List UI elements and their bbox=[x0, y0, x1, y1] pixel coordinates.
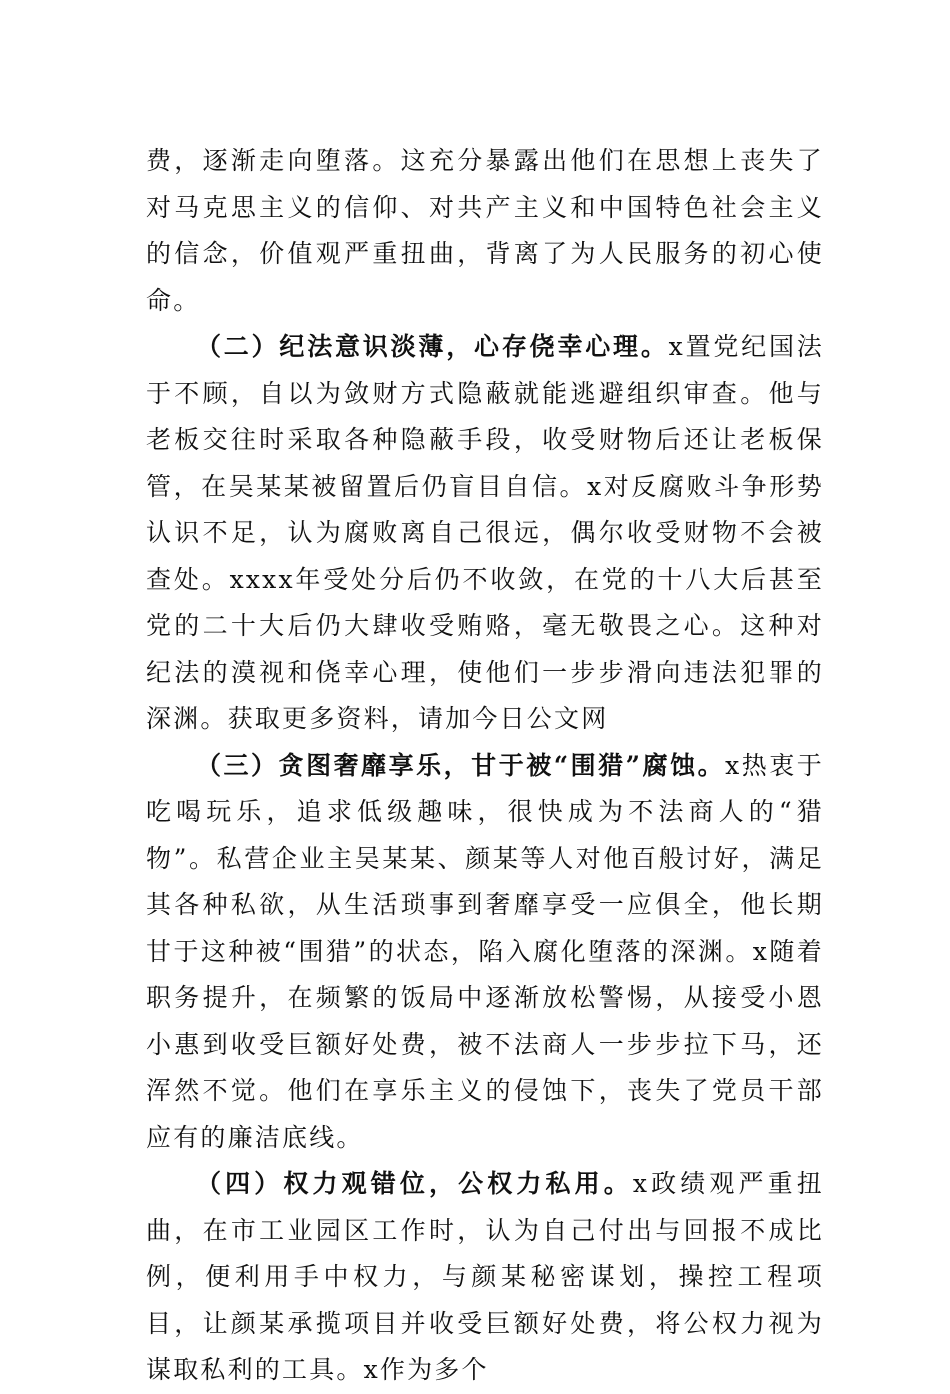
paragraph-section-4 bbox=[146, 1161, 824, 1394]
paragraph-section-2 bbox=[146, 324, 824, 743]
paragraph-text: x置党纪国法于不顾，自以为敛财方式隐蔽就能逃避组织审查。他与老板交往时采取各种隐蔽手段，收受财物后还让老板保管，在吴某某被留置后仍盲目自信。x对反腐败斗争形势认识不足，认为腐败离自己很远，偶尔收受财物不会被查处。xxxx年受处分后仍不收敛，在党的十八大后甚至党的二十大后仍大肆收受贿赂，毫无敬畏之心。这种对纪法的漠视和侥幸心理，使他们一步步滑向违法犯罪的深渊。获取更多资料，请加今日公文网 bbox=[146, 332, 824, 733]
document-body bbox=[146, 138, 824, 1394]
paragraph-text: x政绩观严重扭曲，在市工业园区工作时，认为自己付出与回报不成比例，便利用手中权力，与颜某秘密谋划，操控工程项目，让颜某承揽项目并收受巨额好处费，将公权力视为谋取私利的工具。x作为多个 bbox=[146, 1169, 824, 1384]
section-heading: （三）贪图奢靡享乐，甘于被“围猎”腐蚀。 bbox=[196, 750, 726, 780]
paragraph-text: x热衷于吃喝玩乐，追求低级趣味，很快成为不法商人的“猎物”。私营企业主吴某某、颜某等人对他百般讨好，满足其各种私欲，从生活琐事到奢靡享受一应俱全，他长期甘于这种被“围猎”的状态，陷入腐化堕落的深渊。x随着职务提升，在频繁的饭局中逐渐放松警惕，从接受小恩小惠到收受巨额好处费，被不法商人一步步拉下马，还浑然不觉。他们在享乐主义的侵蚀下，丧失了党员干部应有的廉洁底线。 bbox=[146, 750, 824, 1152]
paragraph-section-3 bbox=[146, 743, 824, 1162]
paragraph-text: 费，逐渐走向堕落。这充分暴露出他们在思想上丧失了对马克思主义的信仰、对共产主义和中国特色社会主义的信念，价值观严重扭曲，背离了为人民服务的初心使命。 bbox=[146, 146, 824, 315]
paragraph-continuation bbox=[146, 138, 824, 324]
section-heading: （二）纪法意识淡薄，心存侥幸心理。 bbox=[196, 332, 669, 361]
section-heading: （四）权力观错位，公权力私用。 bbox=[196, 1169, 633, 1198]
